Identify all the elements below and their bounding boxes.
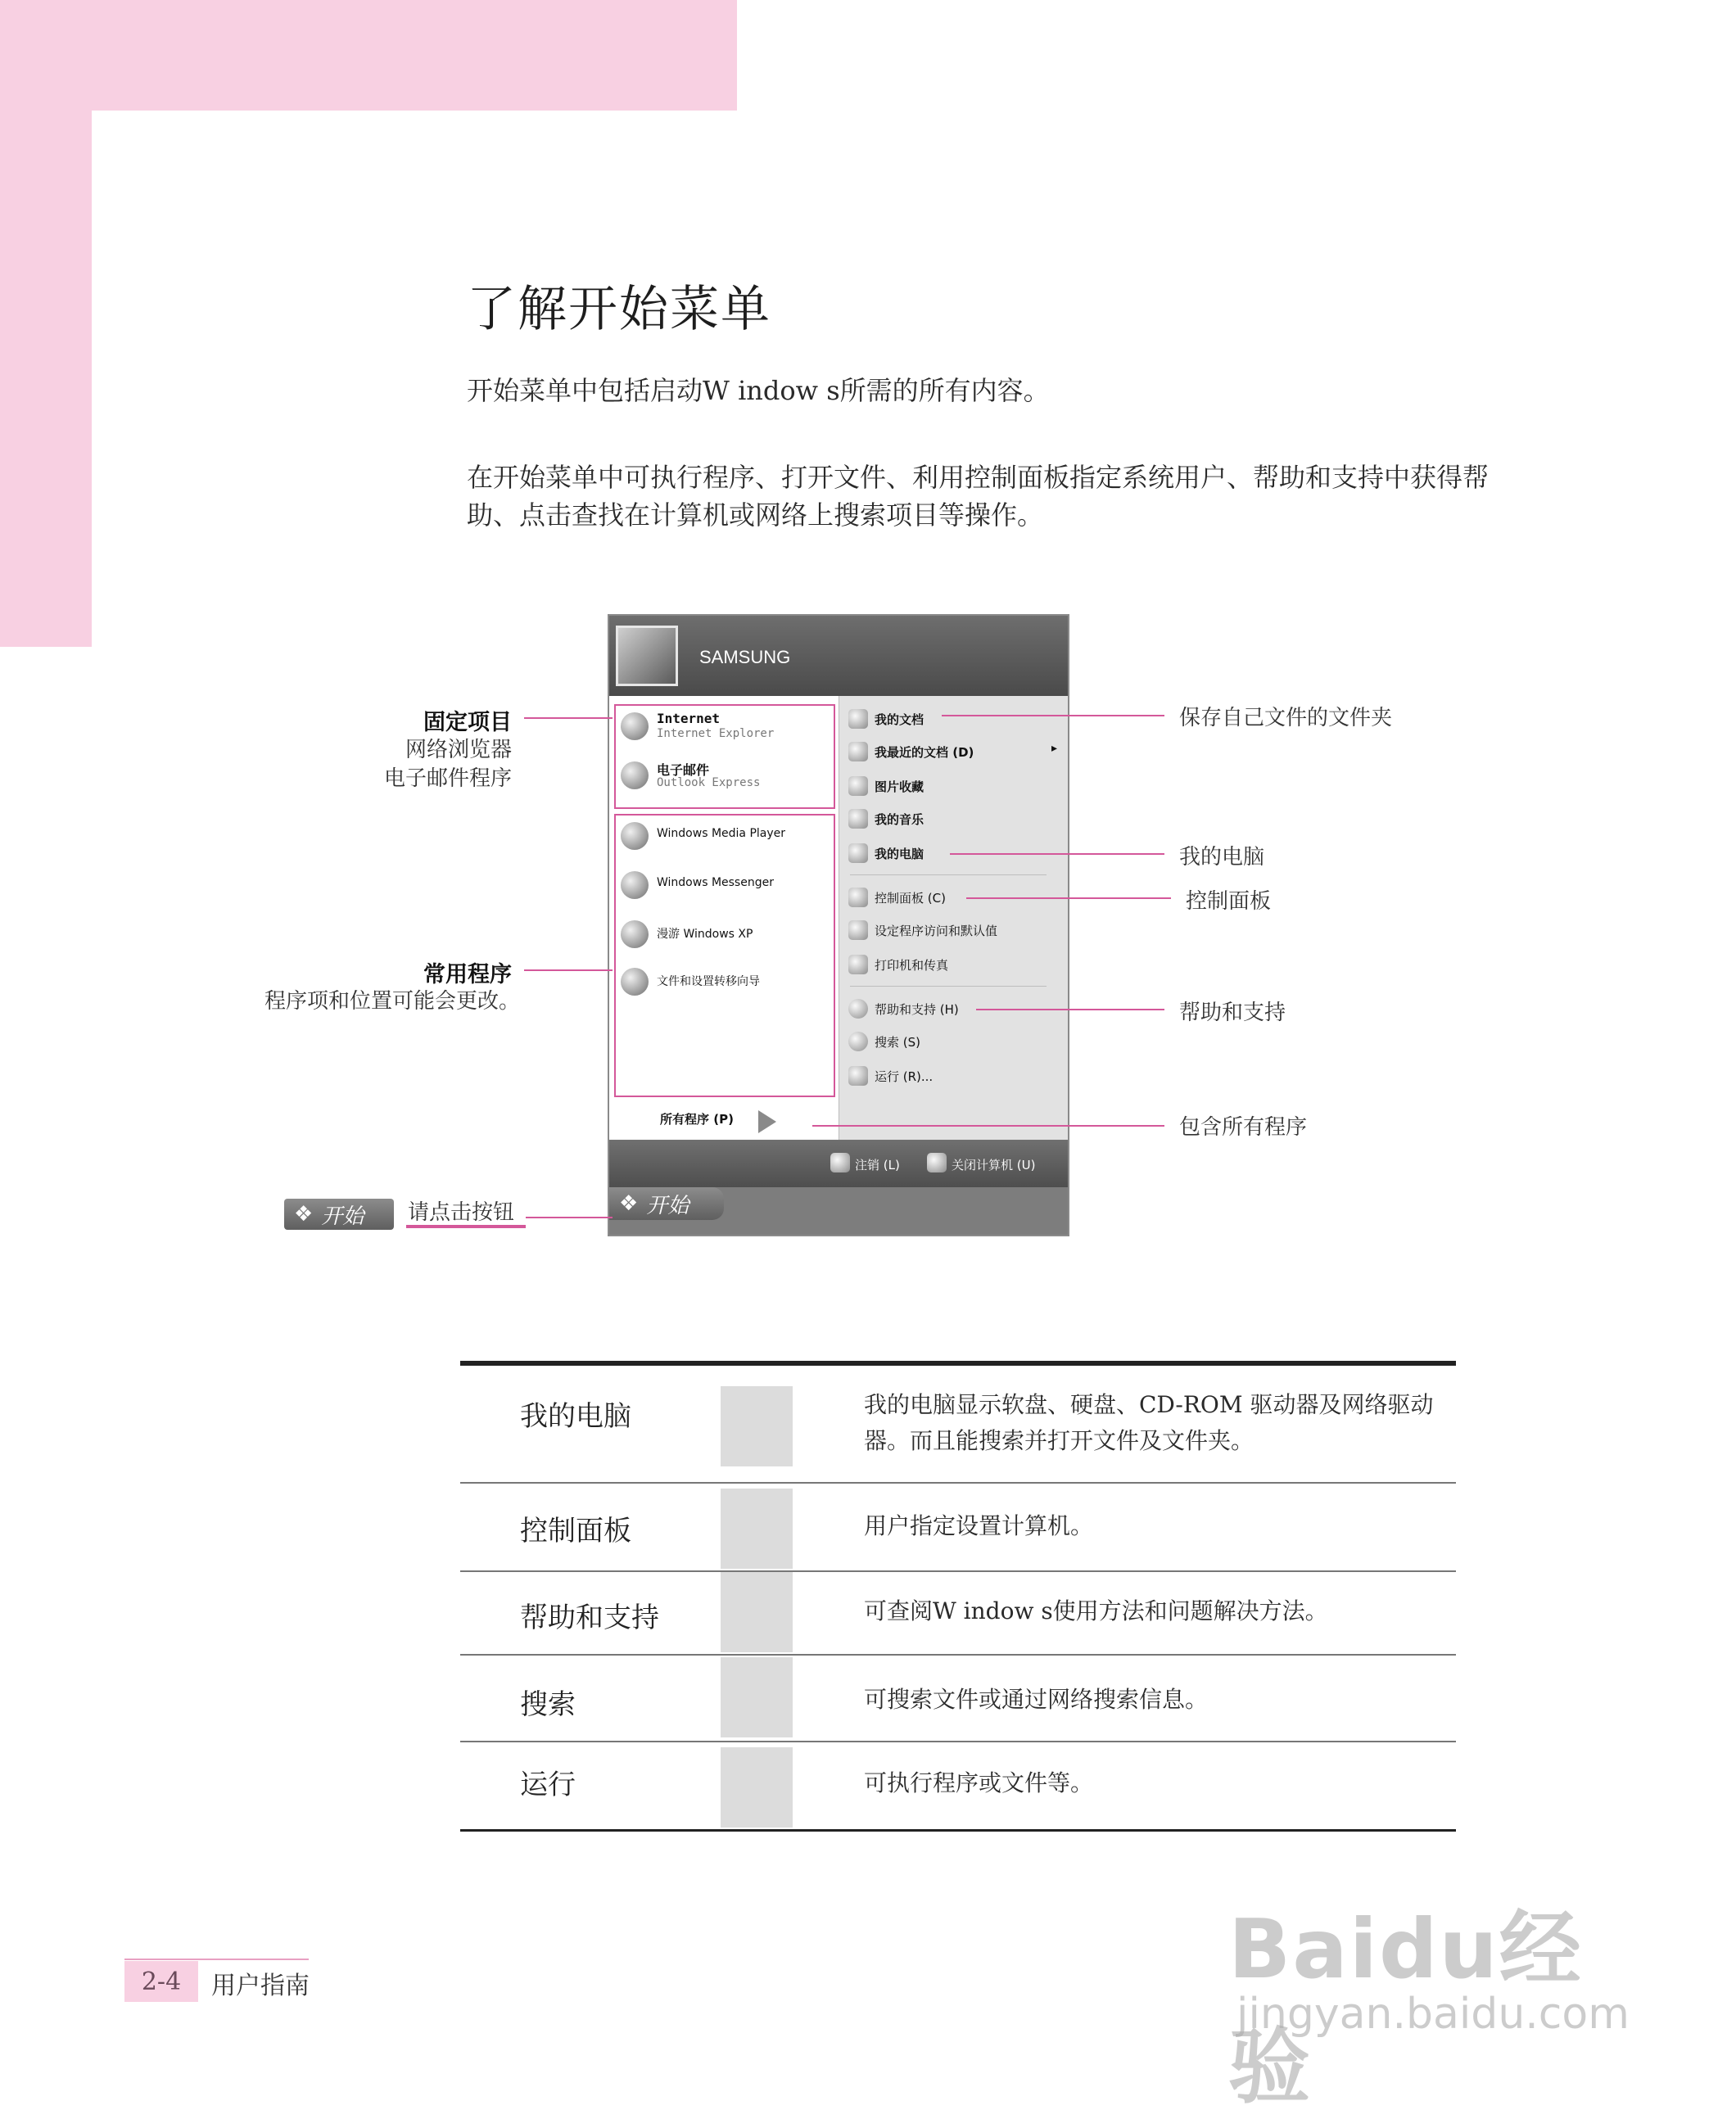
all-programs-button[interactable]: 所有程序 (P) (660, 1112, 734, 1127)
help-icon (721, 1572, 793, 1652)
printers-icon (848, 955, 868, 974)
table-row-desc: 用户指定设置计算机。 (864, 1512, 1094, 1539)
menu-item-run[interactable]: 运行 (R)... (875, 1069, 934, 1084)
callout-line-pinned (524, 717, 613, 719)
callout-click-hint: 请点击按钮 (408, 1200, 515, 1225)
shutdown-icon (927, 1153, 947, 1172)
left-pink-band (0, 0, 92, 647)
menu-item-messenger[interactable]: Windows Messenger (657, 876, 774, 889)
user-avatar (616, 626, 678, 686)
submenu-arrow-icon: ▸ (1051, 742, 1058, 755)
all-programs-arrow-icon (758, 1110, 776, 1133)
callout-line-control-panel (966, 897, 1171, 899)
callout-line-my-computer (950, 853, 1164, 855)
table-row-desc: 我的电脑显示软盘、硬盘、CD-ROM 驱动器及网络驱动器。而且能搜索并打开文件及文件夹。 (864, 1391, 1434, 1454)
log-off-button[interactable]: 注销 (L) (855, 1158, 900, 1172)
my-computer-icon (721, 1386, 793, 1466)
control-panel-icon (721, 1489, 793, 1569)
table-row-name: 控制面板 (520, 1515, 631, 1547)
click-hint-underline (406, 1225, 526, 1228)
media-player-icon (621, 822, 649, 850)
menu-item-program-defaults[interactable]: 设定程序访问和默认值 (875, 924, 998, 938)
start-button[interactable] (609, 1187, 724, 1220)
callout-my-documents: 保存自己文件的文件夹 (1179, 706, 1393, 730)
frequent-programs-box (614, 814, 835, 1097)
callout-line-start (526, 1217, 613, 1218)
table-row-divider (460, 1570, 1456, 1572)
callout-pinned-line1: 网络浏览器 (405, 738, 512, 762)
menu-separator (850, 874, 1047, 875)
menu-separator (850, 986, 1047, 987)
table-row-divider (460, 1741, 1456, 1742)
menu-item-email-sub: Outlook Express (657, 776, 761, 789)
callout-pinned-line2: 电子邮件程序 (383, 766, 512, 791)
watermark-brand: Baidu经验 (1228, 1901, 1583, 2115)
footer-line (124, 1959, 309, 1960)
callout-all-programs: 包含所有程序 (1179, 1115, 1308, 1140)
start-button-sample (284, 1199, 394, 1230)
table-row-desc: 可搜索文件或通过网络搜索信息。 (864, 1686, 1209, 1713)
table-row-divider (460, 1654, 1456, 1656)
callout-line-help (976, 1009, 1164, 1010)
callout-help: 帮助和支持 (1179, 1001, 1286, 1025)
menu-item-my-pictures[interactable]: 图片收藏 (875, 779, 925, 794)
menu-item-tour-xp[interactable]: 漫游 Windows XP (657, 928, 753, 941)
windows-logo-icon: ❖ (294, 1202, 314, 1227)
menu-item-media-player[interactable]: Windows Media Player (657, 827, 786, 840)
run-icon (848, 1066, 868, 1086)
my-documents-icon (848, 709, 868, 729)
table-row-desc: 可查阅W indow s使用方法和问题解决方法。 (864, 1597, 1328, 1624)
menu-item-control-panel[interactable]: 控制面板 (C) (875, 891, 946, 906)
search-icon (848, 1032, 868, 1051)
my-music-icon (848, 809, 868, 829)
shutdown-button[interactable]: 关闭计算机 (U) (952, 1158, 1036, 1172)
callout-pinned-title: 固定项目 (423, 710, 512, 735)
log-off-icon (830, 1153, 850, 1172)
tour-xp-icon (621, 920, 649, 948)
internet-explorer-icon (621, 712, 649, 740)
table-row-name: 搜索 (520, 1688, 576, 1721)
menu-item-recent-documents[interactable]: 我最近的文档 (D) (875, 745, 974, 760)
table-row-desc: 可执行程序或文件等。 (864, 1769, 1094, 1796)
menu-item-my-computer[interactable]: 我的电脑 (875, 847, 925, 861)
menu-user-name: SAMSUNG (699, 647, 791, 667)
my-pictures-icon (848, 776, 868, 796)
callout-line-all-programs (812, 1125, 1164, 1127)
transfer-wizard-icon (621, 968, 649, 996)
menu-item-my-music[interactable]: 我的音乐 (875, 812, 925, 827)
menu-item-my-documents[interactable]: 我的文档 (875, 712, 925, 727)
header-pink-band (0, 0, 737, 111)
windows-logo-icon: ❖ (619, 1191, 639, 1216)
menu-header (609, 616, 1068, 696)
table-row-name: 帮助和支持 (520, 1602, 659, 1634)
recent-documents-icon (848, 742, 868, 761)
messenger-icon (621, 871, 649, 899)
callout-my-computer: 我的电脑 (1179, 845, 1265, 870)
menu-right-pane (839, 696, 1069, 1187)
run-icon (721, 1747, 793, 1828)
menu-item-internet-sub: Internet Explorer (657, 727, 775, 740)
callout-frequent-title: 常用程序 (423, 962, 512, 987)
table-top-rule (460, 1361, 1456, 1366)
start-menu-screenshot (608, 614, 1069, 1236)
callout-line-my-documents (942, 715, 1164, 716)
start-button-sample-label: 开始 (321, 1204, 364, 1229)
search-icon (721, 1657, 793, 1737)
menu-item-printers[interactable]: 打印机和传真 (875, 958, 949, 973)
menu-item-internet[interactable]: Internet (657, 711, 721, 726)
help-icon (848, 999, 868, 1019)
callout-frequent-desc: 程序项和位置可能会更改。 (264, 989, 520, 1014)
intro-text: 开始菜单中包括启动W indow s所需的所有内容。 (467, 375, 1050, 406)
menu-item-email[interactable]: 电子邮件 (657, 762, 710, 778)
table-row-name: 运行 (520, 1769, 576, 1801)
start-button-label: 开始 (646, 1193, 689, 1218)
callout-control-panel: 控制面板 (1186, 889, 1272, 914)
program-defaults-icon (848, 920, 868, 940)
menu-item-help[interactable]: 帮助和支持 (H) (875, 1002, 959, 1017)
page-title: 了解开始菜单 (467, 281, 771, 338)
menu-item-search[interactable]: 搜索 (S) (875, 1035, 920, 1050)
control-panel-icon (848, 888, 868, 907)
body-paragraph: 在开始菜单中可执行程序、打开文件、利用控制面板指定系统用户、帮助和支持中获得帮助、点击查找在计算机或网络上搜索项目等操作。 (467, 462, 1490, 531)
callout-line-frequent (524, 969, 613, 971)
watermark-url: jingyan.baidu.com (1236, 1990, 1630, 2039)
outlook-express-icon (621, 761, 649, 789)
footer-page-number: 2-4 (124, 1961, 198, 2002)
my-computer-icon (848, 843, 868, 863)
baidu-watermark (1228, 1818, 1654, 2115)
table-row-name: 我的电脑 (520, 1400, 631, 1433)
menu-item-transfer-wizard[interactable]: 文件和设置转移向导 (657, 975, 760, 988)
footer-label: 用户指南 (211, 1972, 310, 2000)
table-row-divider (460, 1482, 1456, 1484)
